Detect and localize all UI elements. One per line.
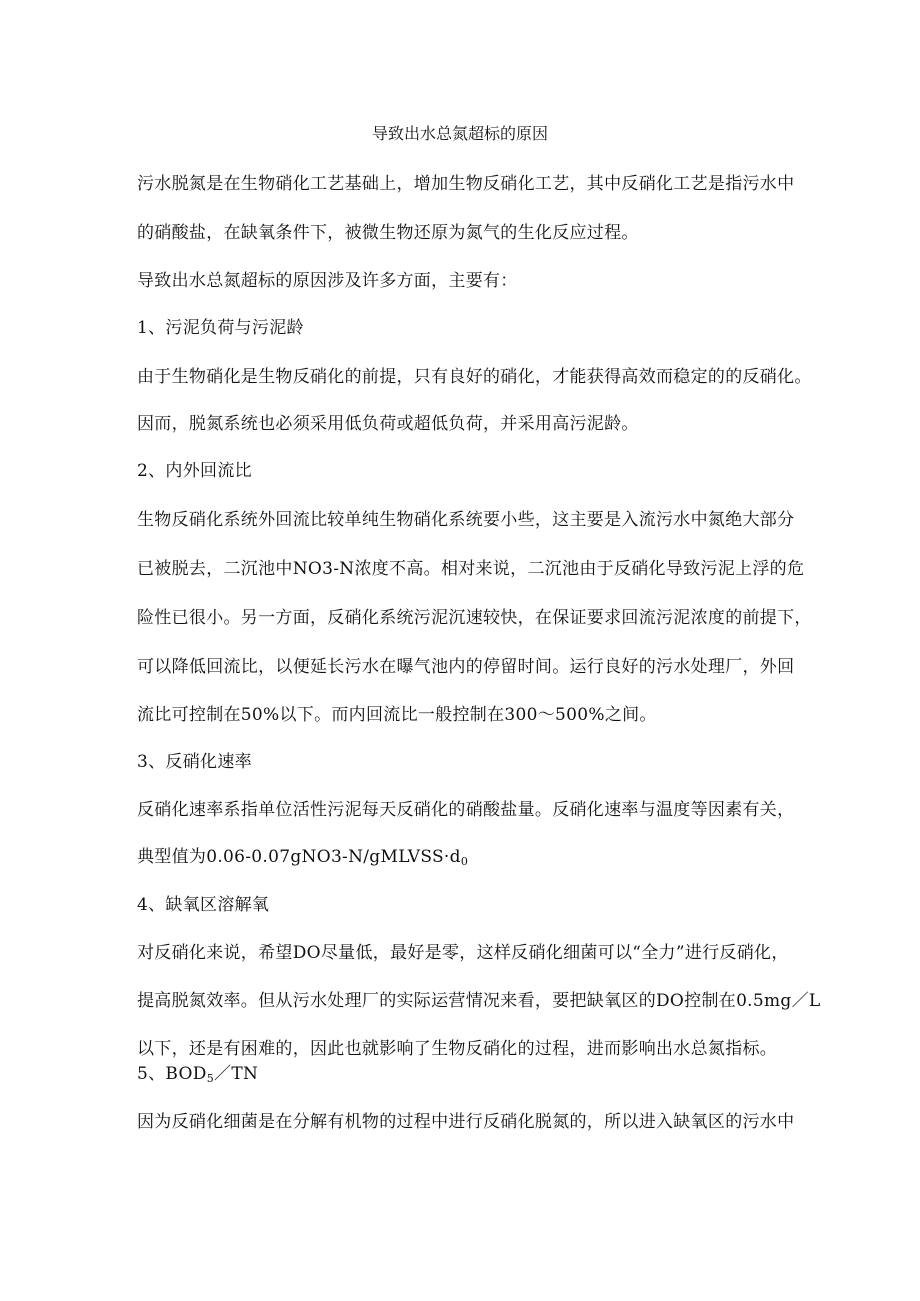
section-heading: 4、缺氧区溶解氧 [137,895,270,915]
section-line: 可以降低回流比，以便延长污水在曝气池内的停留时间。运行良好的污水处理厂，外回 [137,657,795,677]
section-line: 因为反硝化细菌是在分解有机物的过程中进行反硝化脱氮的，所以进入缺氧区的污水中 [137,1112,795,1132]
formula-subscript: 0 [460,855,469,868]
section-heading: 1、污泥负荷与污泥龄 [137,318,304,338]
heading-suffix: ／TN [214,1064,259,1084]
section-line: 提高脱氮效率。但从污水处理厂的实际运营情况来看，要把缺氧区的DO控制在0.5mg／L [137,991,821,1011]
section-heading [137,1063,258,1085]
intro-line: 的硝酸盐，在缺氧条件下，被微生物还原为氮气的生化反应过程。 [137,223,639,243]
section-heading: 2、内外回流比 [137,461,252,481]
section-line: 流比可控制在50%以下。而内回流比一般控制在300～500%之间。 [137,705,657,725]
formula-line [137,846,468,868]
heading-subscript: 5 [206,1072,215,1085]
heading-prefix: 5、BOD [137,1064,207,1084]
section-line: 反硝化速率系指单位活性污泥每天反硝化的硝酸盐量。反硝化速率与温度等因素有关， [137,800,795,820]
intro-line: 导致出水总氮超标的原因涉及许多方面，主要有： [137,271,518,291]
section-line: 险性已很小。另一方面，反硝化系统污泥沉速较快，在保证要求回流污泥浓度的前提下， [137,608,812,628]
section-line: 对反硝化来说，希望DO尽量低，最好是零，这样反硝化细菌可以“全力”进行反硝化， [137,943,789,963]
section-line: 生物反硝化系统外回流比较单纯生物硝化系统要小些，这主要是入流污水中氮绝大部分 [137,510,795,530]
section-line: 由于生物硝化是生物反硝化的前提，只有良好的硝化，才能获得高效而稳定的的反硝化。 [137,367,812,387]
section-line: 因而，脱氮系统也必须采用低负荷或超低负荷，并采用高污泥龄。 [137,414,639,434]
formula-text: 典型值为0.06-0.07gNO3-N/gMLVSS·d [137,847,461,867]
intro-line: 污水脱氮是在生物硝化工艺基础上，增加生物反硝化工艺，其中反硝化工艺是指污水中 [137,174,795,194]
section-line: 已被脱去，二沉池中NO3-N浓度不高。相对来说，二沉池由于反硝化导致污泥上浮的危 [137,559,805,579]
section-line: 以下，还是有困难的，因此也就影响了生物反硝化的过程，进而影响出水总氮指标。 [137,1039,778,1059]
document-title: 导致出水总氮超标的原因 [371,124,548,143]
section-heading: 3、反硝化速率 [137,752,252,772]
